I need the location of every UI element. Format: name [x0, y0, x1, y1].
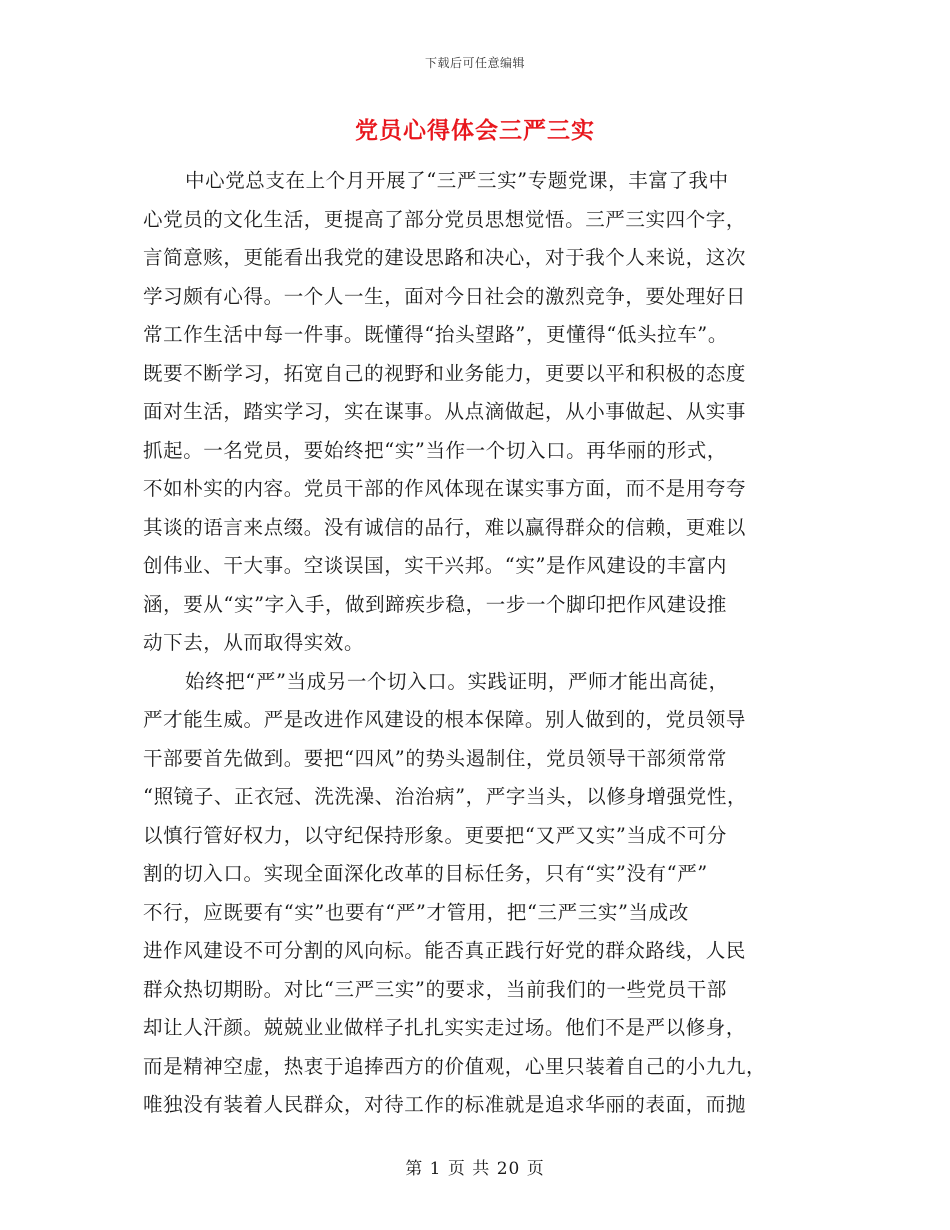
body-line: 始终把“严”当成另一个切入口。实践证明，严师才能出高徒，: [185, 669, 729, 693]
body-line: 不如朴实的内容。党员干部的作风体现在谋实事方面，而不是用夸夸: [143, 477, 747, 500]
body-line: 面对生活，踏实学习，实在谋事。从点滴做起，从小事做起、从实事: [143, 400, 747, 423]
body-line: 言简意赅，更能看出我党的建设思路和决心，对于我个人来说，这次: [143, 246, 747, 269]
body-line: 而是精神空虚，热衷于追捧西方的价值观，心里只装着自己的小九九，: [143, 1054, 767, 1078]
body-line: 却让人汗颜。兢兢业业做样子扎扎实实走过场。他们不是严以修身，: [143, 1016, 747, 1039]
body-line: 心党员的文化生活，更提高了部分党员思想觉悟。三严三实四个字，: [143, 207, 747, 231]
body-line: 群众热切期盼。对比“三严三实”的要求，当前我们的一些党员干部: [143, 977, 727, 1001]
body-line: 既要不断学习，拓宽自己的视野和业务能力，更要以平和积极的态度: [143, 361, 747, 385]
body-line: 其谈的语言来点缀。没有诚信的品行，难以赢得群众的信赖，更难以: [143, 515, 747, 539]
body-line: 进作风建设不可分割的风向标。能否真正践行好党的群众路线，人民: [143, 939, 747, 962]
document-title: 党员心得体会三严三实: [355, 117, 595, 144]
body-line: 唯独没有装着人民群众，对待工作的标准就是追求华丽的表面，而抛: [143, 1093, 747, 1116]
page-header-note: 下载后可任意编辑: [424, 56, 525, 70]
body-line: 抓起。一名党员，要始终把“实”当作一个切入口。再华丽的形式，: [143, 438, 727, 462]
body-line: 割的切入口。实现全面深化改革的目标任务，只有“实”没有“严”: [143, 862, 708, 885]
body-line: 以慎行管好权力，以守纪保持形象。更要把“又严又实”当成不可分: [143, 823, 727, 847]
document-body: [143, 162, 807, 1125]
body-line: 不行，应既要有“实”也要有“严”才管用，把“三严三实”当成改: [143, 900, 689, 924]
body-line: 创伟业、干大事。空谈误国，实干兴邦。“实”是作风建设的丰富内: [143, 554, 727, 577]
body-line: 常工作生活中每一件事。既懂得“抬头望路”，更懂得“低头拉车”。: [143, 323, 728, 346]
body-line: 干部要首先做到。要把“四风”的势头遏制住，党员领导干部须常常: [143, 746, 727, 770]
body-line: “照镜子、正衣冠、洗洗澡、治治病”，严字当头，以修身增强党性，: [143, 785, 748, 808]
body-line: 中心党总支在上个月开展了“三严三实”专题党课，丰富了我中: [185, 169, 729, 192]
body-line: 严才能生威。严是改进作风建设的根本保障。别人做到的，党员领导: [143, 708, 747, 731]
body-line: 动下去，从而取得实效。: [143, 631, 365, 654]
page-number-footer: 第 1 页 共 20 页: [405, 1159, 545, 1179]
body-line: 学习颇有心得。一个人一生，面对今日社会的激烈竞争，要处理好日: [143, 284, 747, 308]
body-line: 涵，要从“实”字入手，做到蹄疾步稳，一步一个脚印把作风建设推: [143, 592, 727, 616]
